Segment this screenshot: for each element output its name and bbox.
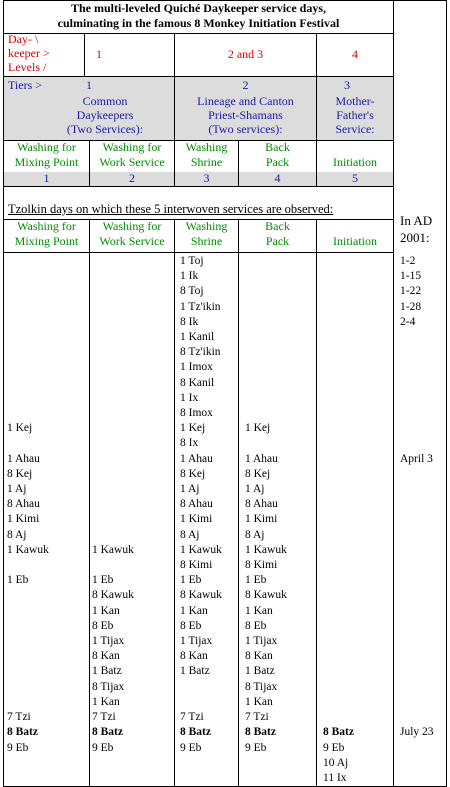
day-entry: 8 Kan [92, 650, 120, 663]
day-entry: 1 Batz [245, 665, 275, 678]
day-entry [245, 269, 287, 284]
tier-3-number: 3 [344, 78, 350, 92]
day-entry: 1 Kawuk [92, 543, 134, 556]
day-entry: 1 Imox [180, 361, 213, 374]
day-entry: 1 Eb [7, 574, 29, 587]
day-entry [92, 452, 134, 467]
day-entry [323, 619, 354, 634]
day-entry: 1 Kimi [245, 513, 278, 526]
day-entry [400, 482, 434, 497]
day-entry [92, 376, 134, 391]
col-header-4-line-1: Back [265, 219, 290, 233]
day-entry: 1 Tijax [92, 635, 125, 648]
levels-label-2: keeper > [8, 46, 50, 60]
day-entry [323, 300, 354, 315]
day-entry: 8 Kimi [245, 559, 278, 572]
day-entry [400, 588, 434, 603]
level-1: 1 [96, 47, 102, 61]
day-entry [7, 664, 49, 679]
day-entry [323, 634, 354, 649]
day-entry [92, 254, 134, 269]
day-entry [92, 315, 134, 330]
day-entry: 8 Kawuk [180, 589, 222, 602]
day-entry [245, 315, 287, 330]
day-entry: 1 Kej [245, 422, 271, 435]
day-entry [7, 558, 49, 573]
day-entry [400, 573, 434, 588]
column-initiation-days [323, 254, 354, 786]
column-ad-2001-dates [400, 254, 434, 741]
day-entry: 1 Aj [180, 483, 200, 496]
day-entry: 8 Ahau [245, 498, 278, 511]
day-entry [323, 543, 354, 558]
divider-ad-column [393, 0, 394, 787]
day-entry: 8 Ik [180, 315, 199, 328]
day-entry: 8 Ahau [7, 498, 40, 511]
day-entry [92, 512, 134, 527]
rule-title [3, 33, 394, 34]
data-div-1 [89, 219, 90, 787]
day-entry [400, 664, 434, 679]
day-entry: 1 Ik [180, 270, 199, 283]
day-entry [323, 360, 354, 375]
day-entry [7, 300, 49, 315]
day-entry [323, 330, 354, 345]
day-entry [400, 695, 434, 710]
day-entry: 9 Eb [323, 741, 345, 754]
day-entry [92, 406, 134, 421]
day-entry: 1 Batz [180, 665, 210, 678]
day-entry [323, 376, 354, 391]
day-entry: 8 Aj [7, 528, 27, 541]
day-entry [7, 649, 49, 664]
column-back-pack-days [245, 254, 287, 756]
day-entry: 8 Batz [7, 726, 38, 739]
day-entry [323, 345, 354, 360]
day-entry: 1 Eb [245, 574, 267, 587]
day-entry [245, 406, 287, 421]
day-entry [323, 269, 354, 284]
day-entry [323, 604, 354, 619]
day-entry [7, 619, 49, 634]
day-entry: 1 Aj [245, 483, 265, 496]
col-header-3-line-1: Washing [185, 219, 228, 233]
day-entry: 8 Aj [245, 528, 265, 541]
day-entry: 1 Batz [92, 665, 122, 678]
day-entry [323, 588, 354, 603]
day-entry [400, 330, 434, 345]
tier-1-number: 1 [86, 78, 92, 92]
day-entry [245, 391, 287, 406]
day-entry [92, 482, 134, 497]
day-entry [323, 421, 354, 436]
service-1-number: 1 [43, 171, 50, 185]
col-header-1-line-2: Mixing Point [14, 234, 79, 248]
day-entry: 8 Ix [180, 437, 199, 450]
day-entry: 8 Tijax [245, 680, 278, 693]
day-entry: 1 Kawuk [180, 543, 222, 556]
day-entry [400, 360, 434, 375]
day-entry [7, 604, 49, 619]
data-div-2 [174, 219, 175, 787]
day-entry: 9 Eb [7, 741, 29, 754]
day-entry [7, 376, 49, 391]
service-2-line-1: Washing for [102, 140, 162, 154]
day-entry [7, 284, 49, 299]
day-entry: 1-15 [400, 270, 422, 283]
day-entry [400, 649, 434, 664]
day-entry: 1-28 [400, 300, 422, 313]
day-entry [323, 573, 354, 588]
day-entry [323, 452, 354, 467]
tier-3-line-2: Father's [336, 108, 374, 122]
day-entry: 1 Tijax [245, 635, 278, 648]
day-entry [323, 406, 354, 421]
day-entry [245, 254, 287, 269]
day-entry: 1 Kan [180, 604, 208, 617]
service-2-line-2: Work Service [99, 155, 165, 169]
rule-levels [3, 76, 394, 77]
day-entry: 8 Toj [180, 285, 204, 298]
day-entry [245, 345, 287, 360]
tier-1-line-3: (Two Services): [66, 122, 144, 136]
service-5-line-2: Initiation [333, 155, 377, 169]
day-entry: 9 Eb [245, 741, 267, 754]
day-entry: 1 Kan [245, 695, 273, 708]
service-3-line-2: Shrine [190, 155, 223, 169]
day-entry [400, 710, 434, 725]
col-header-2-line-1: Washing for [102, 219, 162, 233]
day-entry: 1 Eb [92, 574, 114, 587]
day-entry [92, 467, 134, 482]
day-entry [7, 436, 49, 451]
day-entry [92, 421, 134, 436]
day-entry [92, 345, 134, 360]
day-entry [92, 528, 134, 543]
day-entry [323, 649, 354, 664]
day-entry [7, 695, 49, 710]
day-entry [92, 284, 134, 299]
day-entry [323, 497, 354, 512]
day-entry: 1 Kanil [180, 331, 215, 344]
day-entry: 7 Tzi [92, 711, 116, 724]
day-entry [400, 467, 434, 482]
day-entry: 8 Kej [245, 467, 271, 480]
day-entry [7, 360, 49, 375]
day-entry: 2-4 [400, 315, 416, 328]
day-entry: 8 Kan [245, 650, 273, 663]
day-entry [92, 330, 134, 345]
day-entry [7, 254, 49, 269]
day-entry [400, 345, 434, 360]
day-entry: 8 Eb [245, 619, 267, 632]
day-entry: 1 Kimi [180, 513, 213, 526]
column-shrine-days [180, 254, 222, 756]
day-entry: 7 Tzi [7, 711, 31, 724]
day-entry [323, 695, 354, 710]
border-left [3, 0, 4, 787]
day-entry: 1 Kawuk [7, 543, 49, 556]
day-entry [400, 604, 434, 619]
day-entry [323, 284, 354, 299]
service-2-number: 2 [129, 171, 135, 185]
day-entry [92, 497, 134, 512]
service-4-line-2: Pack [265, 155, 290, 169]
column-mixing-point-days [7, 254, 49, 756]
day-entry [323, 254, 354, 269]
day-entry: 8 Eb [92, 619, 114, 632]
day-entry [7, 406, 49, 421]
day-entry [323, 528, 354, 543]
day-entry [323, 391, 354, 406]
day-entry: 1 Tz'ikin [180, 300, 221, 313]
day-entry [245, 300, 287, 315]
day-entry [323, 467, 354, 482]
day-entry [323, 664, 354, 679]
day-entry: April 3 [400, 452, 433, 465]
day-entry: 10 Aj [323, 756, 349, 769]
service-1-line-2: Mixing Point [14, 155, 79, 169]
day-entry [245, 376, 287, 391]
day-entry [92, 300, 134, 315]
level-2-3: 2 and 3 [227, 47, 264, 61]
day-entry [92, 558, 134, 573]
day-entry [245, 360, 287, 375]
day-entry: 8 Kej [7, 467, 33, 480]
day-entry [323, 558, 354, 573]
col-header-4-line-2: Pack [265, 234, 290, 248]
data-div-4 [316, 219, 317, 787]
day-entry: 8 Eb [180, 619, 202, 632]
day-entry: 9 Eb [180, 741, 202, 754]
title-line-2: culminating in the famous 8 Monkey Initiation Festival [57, 16, 340, 30]
day-entry: 8 Kimi [180, 559, 213, 572]
day-entry [400, 436, 434, 451]
day-entry: 7 Tzi [245, 711, 269, 724]
day-entry [7, 330, 49, 345]
day-entry [180, 695, 222, 710]
levels-div-a [84, 33, 85, 77]
day-entry: 7 Tzi [180, 711, 204, 724]
column-work-service-days [92, 254, 134, 756]
day-entry [400, 497, 434, 512]
tier-2-line-3: (Two services): [208, 122, 283, 136]
day-entry: 8 Kawuk [245, 589, 287, 602]
day-entry: 1 Eb [180, 574, 202, 587]
day-entry [7, 391, 49, 406]
day-entry [92, 269, 134, 284]
day-entry: 1 Kej [7, 422, 33, 435]
level-4: 4 [352, 47, 358, 61]
tier-2-line-1: Lineage and Canton [197, 94, 294, 108]
title-line-1: The multi-leveled Quiché Daykeeper service days, [70, 1, 327, 15]
day-entry [245, 436, 287, 451]
day-entry [245, 330, 287, 345]
day-entry: 1 Kan [245, 604, 273, 617]
day-entry: 1 Kimi [7, 513, 40, 526]
col-header-5-line-2: Initiation [333, 234, 377, 248]
day-entry: 8 Kan [180, 650, 208, 663]
day-entry: 8 Aj [180, 528, 200, 541]
col-header-3-line-2: Shrine [190, 234, 223, 248]
day-entry [7, 315, 49, 330]
day-entry: 1 Aj [7, 483, 27, 496]
tier-3-line-3: Service: [335, 122, 375, 136]
day-entry: 8 Kej [180, 467, 206, 480]
day-entry [400, 376, 434, 391]
day-entry [400, 543, 434, 558]
day-entry [323, 482, 354, 497]
service-1-line-1: Washing for [17, 140, 76, 154]
day-entry: 8 Ahau [180, 498, 213, 511]
day-entry: 1 Ahau [180, 452, 213, 465]
col-header-1-line-1: Washing for [17, 219, 76, 233]
day-entry [92, 360, 134, 375]
day-entry [92, 436, 134, 451]
levels-label-3: Levels / [8, 60, 47, 74]
day-entry [180, 680, 222, 695]
day-entry [400, 512, 434, 527]
day-entry [323, 315, 354, 330]
day-entry: 11 Ix [323, 771, 347, 784]
day-entry: 8 Kawuk [92, 589, 134, 602]
day-entry [400, 421, 434, 436]
data-div-3 [238, 219, 239, 787]
day-entry: July 23 [400, 726, 434, 739]
day-entry [92, 391, 134, 406]
day-entry [400, 406, 434, 421]
day-entry: 1 Toj [180, 255, 204, 267]
service-5-number: 5 [352, 171, 358, 185]
day-entry: 1 Kej [180, 422, 206, 435]
day-entry: 1-22 [400, 285, 422, 298]
day-entry [245, 284, 287, 299]
day-entry [400, 558, 434, 573]
day-entry: 1 Kan [92, 695, 120, 708]
tiers-label: Tiers > [8, 78, 43, 92]
service-4-line-1: Back [265, 140, 290, 154]
day-entry: 1 Ix [180, 391, 199, 404]
day-entry [400, 619, 434, 634]
rule-col-headers [3, 252, 394, 253]
day-entry [7, 345, 49, 360]
levels-label-1: Day- \ [8, 32, 39, 46]
day-entry [7, 680, 49, 695]
tier-2-number: 2 [242, 78, 249, 92]
col-header-2-line-2: Work Service [99, 234, 165, 248]
day-entry: 8 Tz'ikin [180, 346, 221, 359]
day-entry: 1 Ahau [245, 452, 278, 465]
tier-1-line-2: Daykeepers [76, 108, 134, 122]
day-entry: 8 Batz [323, 726, 354, 739]
day-entry [323, 436, 354, 451]
day-entry [323, 512, 354, 527]
tzolkin-heading: Tzolkin days on which these 5 interwoven services are observed: [8, 202, 334, 216]
day-entry: 1-2 [400, 255, 416, 267]
ad-heading-line-2: 2001: [400, 230, 430, 245]
tier-1-line-1: Common [82, 94, 128, 108]
day-entry [400, 391, 434, 406]
day-entry: 1 Tijax [180, 635, 213, 648]
day-entry: 9 Eb [92, 741, 114, 754]
service-3-line-1: Washing [185, 140, 228, 154]
rule-services [3, 186, 394, 187]
day-entry: 8 Kanil [180, 376, 215, 389]
day-entry [323, 710, 354, 725]
day-entry: 8 Batz [245, 726, 276, 739]
day-entry [400, 680, 434, 695]
day-entry [7, 588, 49, 603]
day-entry: 1 Kawuk [245, 543, 287, 556]
day-entry [7, 634, 49, 649]
day-entry: 8 Imox [180, 407, 213, 420]
tier-3-line-1: Mother- [335, 94, 375, 108]
day-entry: 1 Ahau [7, 452, 40, 465]
border-right [446, 0, 447, 787]
day-entry: 8 Batz [180, 726, 211, 739]
service-4-number: 4 [274, 171, 281, 185]
day-entry: 8 Tijax [92, 680, 125, 693]
day-entry [323, 680, 354, 695]
day-entry: 1 Kan [92, 604, 120, 617]
day-entry [7, 269, 49, 284]
day-entry: 8 Batz [92, 726, 123, 739]
tier-2-line-2: Priest-Shamans [208, 108, 283, 122]
service-3-number: 3 [203, 171, 210, 185]
day-entry [400, 634, 434, 649]
day-entry [400, 528, 434, 543]
ad-heading-line-1: In AD [400, 213, 433, 228]
